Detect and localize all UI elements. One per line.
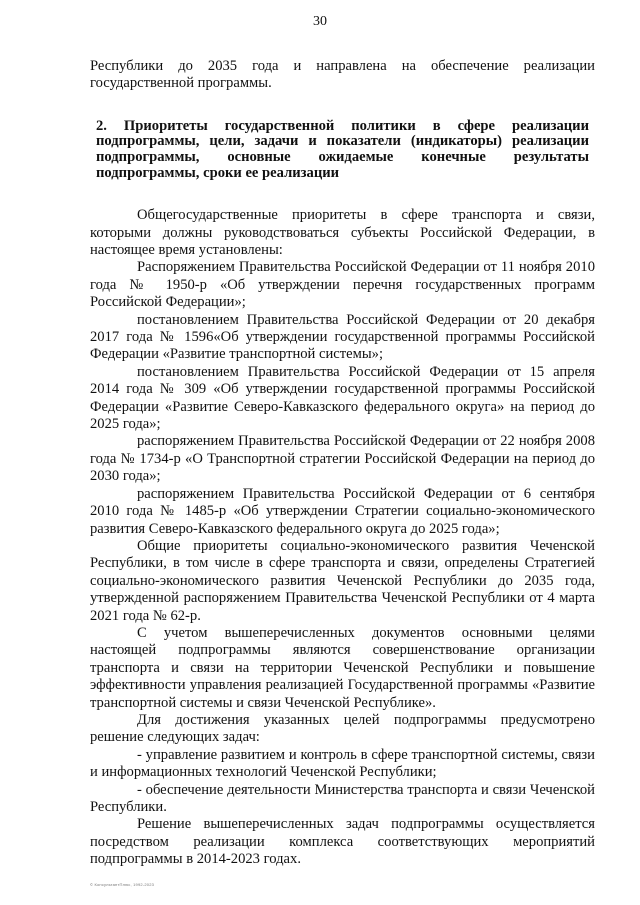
list-item: - управление развитием и контроль в сфере транспортной системы, связи и информационных технологий Чеченской Республики;: [90, 746, 595, 781]
paragraph: Общие приоритеты социально-экономического развития Чеченской Республики, в том числе в сфере транспорта и связи, определены Стратегией социально-экономического развития Чеченской Республики до 2035 года, утвержденной распоряжением Правительства Чеченской Республики от 4 марта 2021 года № 62-р.: [90, 537, 595, 624]
page-number: 30: [313, 14, 327, 29]
paragraph: Решение вышеперечисленных задач подпрограммы осуществляется посредством реализации комплекса соответствующих мероприятий подпрограммы в 2014-2023 годах.: [90, 816, 595, 868]
paragraph: распоряжением Правительства Российской Федерации от 6 сентября 2010 года № 1485-р «Об утверждении Стратегии социально-экономического развития Северо-Кавказского федерального округа до 2025 года»;: [90, 485, 595, 537]
paragraph: распоряжением Правительства Российской Федерации от 22 ноября 2008 года № 1734-р «О Транспортной стратегии Российской Федерации на период до 2030 года»;: [90, 433, 595, 485]
paragraph: С учетом вышеперечисленных документов основными целями настоящей подпрограммы являются совершенствование организации транспорта и связи на территории Чеченской Республики и повышение эффективности управления реализацией Государственной программы «Развитие транспортной системы и связи Чеченской Республике».: [90, 624, 595, 711]
footer-note: © КонсультантПлюс, 1992-2023: [90, 882, 155, 887]
paragraph: Для достижения указанных целей подпрограммы предусмотрено решение следующих задач:: [90, 711, 595, 746]
paragraph: Распоряжением Правительства Российской Федерации от 11 ноября 2010 года № 1950-р «Об утверждении перечня государственных программ Российской Федерации»;: [90, 259, 595, 311]
intro-paragraph: Республики до 2035 года и направлена на обеспечение реализации государственной программы.: [90, 58, 595, 92]
section-heading: 2. Приоритеты государственной политики в сфере реализации подпрограммы, цели, задачи и показатели (индикаторы) реализации подпрограммы, основные ожидаемые конечные результаты подпрограммы, сроки ее реализации: [96, 117, 589, 181]
paragraph: постановлением Правительства Российской Федерации от 20 декабря 2017 года № 1596«Об утверждении государственной программы Российской Федерации «Развитие транспортной системы»;: [90, 311, 595, 363]
paragraph: Общегосударственные приоритеты в сфере транспорта и связи, которыми должны руководствоваться субъекты Российской Федерации, в настоящее время установлены:: [90, 207, 595, 258]
list-item: - обеспечение деятельности Министерства транспорта и связи Чеченской Республики.: [90, 781, 595, 815]
paragraph: постановлением Правительства Российской Федерации от 15 апреля 2014 года № 309 «Об утверждении государственной программы Российской Федерации «Развитие Северо-Кавказского федерального округа» на период до 2025 года»;: [90, 363, 595, 433]
document-body: [90, 58, 595, 869]
